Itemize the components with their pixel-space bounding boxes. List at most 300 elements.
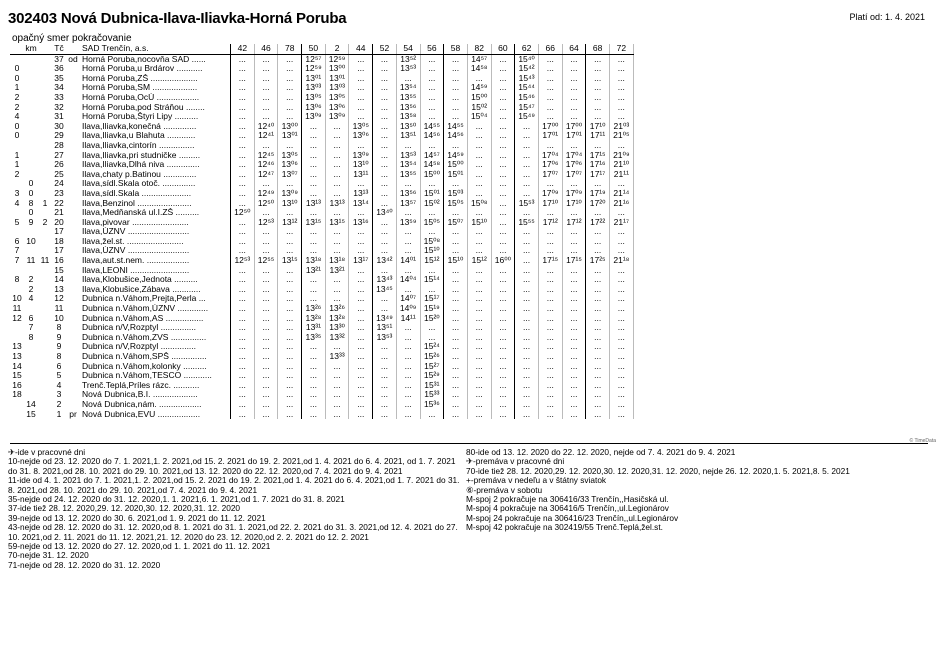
time-cell: 13⁰⁷	[278, 170, 302, 180]
time-cell: ...	[467, 352, 491, 362]
time-cell: ...	[278, 362, 302, 372]
time-cell: ...	[278, 285, 302, 295]
tc-header: Tč	[52, 44, 66, 54]
km-cell: 3	[14, 188, 20, 198]
time-cell: ...	[515, 400, 539, 410]
time-cell: ...	[231, 246, 255, 256]
time-cell: ...	[231, 285, 255, 295]
time-cell: 15⁰²	[420, 199, 444, 209]
train-number-header: 72	[610, 44, 634, 54]
time-cell: ...	[349, 400, 373, 410]
time-cell: ...	[444, 323, 468, 333]
train-number-header: 66	[538, 44, 562, 54]
tc-cell: 33	[54, 92, 64, 102]
time-cell: ...	[373, 294, 397, 304]
time-cell: ...	[538, 93, 562, 103]
time-cell: ...	[444, 246, 468, 256]
time-cell: ...	[349, 141, 373, 151]
time-cell: 15⁰⁰	[420, 170, 444, 180]
time-cell: ...	[373, 304, 397, 314]
time-cell: ...	[491, 381, 515, 391]
km3-cell	[38, 314, 52, 324]
time-cell: ...	[586, 362, 610, 372]
km3-cell	[38, 371, 52, 381]
time-cell: ...	[302, 381, 326, 391]
time-cell: ...	[349, 323, 373, 333]
km3-cell	[38, 266, 52, 276]
time-cell: ...	[444, 275, 468, 285]
time-cell: ...	[586, 342, 610, 352]
time-cell: 13⁰⁰	[325, 64, 349, 74]
od-cell	[66, 208, 80, 218]
time-cell: ...	[278, 323, 302, 333]
time-cell: ...	[349, 381, 373, 391]
time-cell: ...	[349, 314, 373, 324]
time-cell: ...	[467, 275, 491, 285]
stop-name: Horná Poruba,pod Stráňou ........	[80, 103, 231, 113]
time-cell: ...	[254, 227, 278, 237]
time-cell: 14⁵⁷	[420, 151, 444, 161]
time-cell: 15⁵³	[515, 199, 539, 209]
time-cell: 12⁴⁵	[254, 151, 278, 161]
time-cell: ...	[491, 64, 515, 74]
time-cell: ...	[302, 208, 326, 218]
km2-cell	[24, 141, 38, 151]
od-cell	[66, 131, 80, 141]
time-cell: ...	[278, 112, 302, 122]
time-cell: ...	[467, 342, 491, 352]
footnote: 70-ide tiež 28. 12. 2020,29. 12. 2020,30. 12. 2020,31. 12. 2020, nejde 26. 12. 2020,1. 5. 2021,8. 5. 2021	[466, 465, 850, 476]
time-cell: 15³³	[420, 390, 444, 400]
time-cell: ...	[254, 362, 278, 372]
timetable	[10, 44, 634, 419]
time-cell: ...	[515, 141, 539, 151]
time-cell: ...	[231, 381, 255, 391]
time-cell: ...	[515, 362, 539, 372]
time-cell: ...	[349, 266, 373, 276]
time-cell: ...	[420, 333, 444, 343]
km3-cell	[38, 151, 52, 161]
time-cell: 13⁵⁶	[396, 189, 420, 199]
time-cell: ...	[278, 54, 302, 64]
time-cell: 13⁵⁵	[396, 93, 420, 103]
time-cell: 21⁰⁵	[610, 131, 634, 141]
time-cell: 14⁵⁵	[420, 122, 444, 132]
time-cell: ...	[538, 333, 562, 343]
time-cell: ...	[610, 362, 634, 372]
time-cell: ...	[254, 304, 278, 314]
time-cell: 12⁵⁹	[302, 64, 326, 74]
km-cell	[10, 323, 24, 333]
time-cell: ...	[420, 323, 444, 333]
time-cell: ...	[467, 208, 491, 218]
train-number-header: 56	[420, 44, 444, 54]
time-cell: ...	[562, 352, 586, 362]
time-cell: ...	[444, 410, 468, 420]
table-row	[10, 342, 633, 352]
time-cell: ...	[396, 237, 420, 247]
time-cell: 13⁴⁰	[373, 208, 397, 218]
od-cell	[66, 304, 80, 314]
stop-name: Ilava,Benzinol .......................	[80, 199, 231, 209]
tc-cell: 17	[54, 227, 64, 237]
time-cell: 17¹²	[562, 218, 586, 228]
km-cell	[10, 333, 24, 343]
time-cell: ...	[586, 112, 610, 122]
time-cell: 12⁵⁰	[231, 208, 255, 218]
km-header: km	[10, 44, 52, 54]
time-cell: ...	[491, 208, 515, 218]
time-cell: ...	[491, 266, 515, 276]
time-cell: 14⁵⁵	[444, 122, 468, 132]
od-cell	[66, 246, 80, 256]
km-cell: 12	[12, 313, 22, 323]
time-cell: ...	[302, 131, 326, 141]
time-cell: 17¹⁵	[562, 256, 586, 266]
km-cell: 6	[14, 236, 20, 246]
time-cell: ...	[515, 256, 539, 266]
notes-right	[466, 448, 906, 533]
time-cell: ...	[444, 74, 468, 84]
time-cell: 14⁰¹	[396, 256, 420, 266]
time-cell: ...	[610, 246, 634, 256]
footnote: 80-ide od 13. 12. 2020 do 22. 12. 2020, nejde od 7. 4. 2021 do 9. 4. 2021	[466, 447, 736, 457]
table-row	[10, 208, 633, 218]
time-cell: ...	[491, 54, 515, 64]
time-cell: ...	[610, 275, 634, 285]
time-cell: ...	[444, 54, 468, 64]
table-row	[10, 362, 633, 372]
km3-cell	[38, 227, 52, 237]
time-cell: ...	[515, 160, 539, 170]
train-number-header: 68	[586, 44, 610, 54]
tc-cell: 14	[54, 275, 64, 285]
time-cell: ...	[610, 237, 634, 247]
time-cell: ...	[373, 199, 397, 209]
time-cell: ...	[444, 93, 468, 103]
time-cell: ...	[396, 390, 420, 400]
table-row	[10, 179, 633, 189]
od-cell	[66, 275, 80, 285]
time-cell: 12⁴⁹	[254, 189, 278, 199]
time-cell: ...	[538, 208, 562, 218]
od-cell	[66, 64, 80, 74]
time-cell: ...	[610, 179, 634, 189]
tc-cell: 36	[54, 64, 64, 74]
time-cell: ...	[515, 371, 539, 381]
time-cell: ...	[396, 362, 420, 372]
time-cell: ...	[538, 103, 562, 113]
time-cell: ...	[467, 371, 491, 381]
footnote: M-spoj 24 pokračuje na 306416/23 Trenčín,,ul.Legionárov	[466, 512, 679, 523]
time-cell: ...	[278, 371, 302, 381]
time-cell: ...	[254, 141, 278, 151]
time-cell: ...	[231, 352, 255, 362]
stop-name: Ilava,Iliavka,cintorín ...............	[80, 141, 231, 151]
km-cell: 0	[14, 73, 20, 83]
train-number-header: 2	[325, 44, 349, 54]
time-cell: ...	[610, 208, 634, 218]
time-cell: ...	[254, 285, 278, 295]
time-cell: ...	[491, 131, 515, 141]
copyright: © TimeData	[909, 438, 936, 444]
time-cell: ...	[349, 390, 373, 400]
time-cell: ...	[254, 54, 278, 64]
km2-cell	[24, 93, 38, 103]
km-cell: 1	[14, 150, 20, 160]
time-cell: 13²¹	[325, 266, 349, 276]
time-cell: 16⁰⁰	[491, 256, 515, 266]
time-cell: ...	[420, 227, 444, 237]
time-cell: ...	[373, 189, 397, 199]
time-cell: ...	[610, 83, 634, 93]
km2-cell: 2	[28, 284, 34, 294]
time-cell: ...	[515, 342, 539, 352]
time-cell: ...	[373, 390, 397, 400]
time-cell: ...	[349, 246, 373, 256]
time-cell: ...	[610, 74, 634, 84]
time-cell: 13⁵⁶	[396, 103, 420, 113]
time-cell: ...	[491, 323, 515, 333]
stop-name: Dubnica n.Váhom,ÚZNV .............	[80, 304, 231, 314]
time-cell: ...	[562, 227, 586, 237]
time-cell: ...	[302, 237, 326, 247]
time-cell: ...	[538, 112, 562, 122]
time-cell: ...	[467, 390, 491, 400]
km-cell: 7	[14, 256, 20, 266]
time-cell: ...	[444, 179, 468, 189]
km-cell: 4	[14, 198, 20, 208]
km-cell: 5	[14, 217, 20, 227]
time-cell: 17⁰⁴	[538, 151, 562, 161]
time-cell: ...	[420, 141, 444, 151]
stop-name: Nová Dubnica,B.I. ...................	[80, 390, 231, 400]
km-cell	[10, 179, 24, 189]
time-cell: ...	[586, 381, 610, 391]
time-cell: ...	[586, 323, 610, 333]
time-cell: ...	[491, 352, 515, 362]
time-cell: ...	[231, 103, 255, 113]
train-number-header: 44	[349, 44, 373, 54]
od-cell	[66, 371, 80, 381]
time-cell: ...	[562, 400, 586, 410]
table-row	[10, 218, 633, 228]
km3-cell	[38, 189, 52, 199]
train-number-header: 50	[302, 44, 326, 54]
time-cell: ...	[254, 83, 278, 93]
time-cell: ...	[444, 333, 468, 343]
km-cell: 13	[12, 342, 22, 352]
time-cell: 13¹¹	[349, 170, 373, 180]
footnote: 37-ide tiež 28. 12. 2020,29. 12. 2020,30. 12. 2020,31. 12. 2020	[8, 503, 241, 514]
time-cell: 13⁰⁶	[349, 131, 373, 141]
stop-name: Ilava,pivovar ........................	[80, 218, 231, 228]
time-cell: 15⁰⁴	[467, 112, 491, 122]
time-cell: ...	[231, 112, 255, 122]
time-cell: 13³⁰	[325, 323, 349, 333]
table-row	[10, 266, 633, 276]
time-cell: 17⁰⁹	[538, 189, 562, 199]
time-cell: 17⁰⁹	[562, 189, 586, 199]
time-cell: ...	[467, 237, 491, 247]
time-cell: ...	[302, 362, 326, 372]
tc-cell: 8	[56, 352, 62, 361]
time-cell: ...	[231, 342, 255, 352]
time-cell: ...	[278, 64, 302, 74]
tc-cell: 12	[54, 294, 64, 304]
time-cell: 17⁰⁶	[562, 160, 586, 170]
train-number-header: 82	[467, 44, 491, 54]
time-cell: 13⁵¹	[373, 323, 397, 333]
time-cell: 21¹⁸	[610, 256, 634, 266]
time-cell: 12⁴⁰	[254, 122, 278, 132]
time-cell: ...	[396, 246, 420, 256]
time-cell: ...	[610, 54, 634, 64]
od-cell	[66, 112, 80, 122]
stop-name: Ilava,Medňanská ul.I.ZŠ ..........	[80, 208, 231, 218]
time-cell: ...	[254, 103, 278, 113]
km3-cell	[38, 103, 52, 113]
time-cell: ...	[231, 141, 255, 151]
time-cell: ...	[562, 381, 586, 391]
stop-name: Ilava,sídl.Skala otoč. ..............	[80, 179, 231, 189]
time-cell: 12⁵⁹	[325, 54, 349, 64]
time-cell: ...	[278, 390, 302, 400]
time-cell: ...	[586, 83, 610, 93]
km-cell	[10, 285, 24, 295]
time-cell: ...	[538, 74, 562, 84]
time-cell: ...	[373, 400, 397, 410]
tc-cell: 26	[54, 160, 64, 170]
time-cell: ...	[420, 410, 444, 420]
time-cell: ...	[373, 362, 397, 372]
time-cell: ...	[325, 381, 349, 391]
od-cell	[66, 103, 80, 113]
time-cell: ...	[278, 275, 302, 285]
time-cell: ...	[586, 208, 610, 218]
time-cell: ...	[610, 112, 634, 122]
time-cell: ...	[610, 342, 634, 352]
time-cell: ...	[373, 112, 397, 122]
time-cell: ...	[349, 294, 373, 304]
time-cell: ...	[349, 74, 373, 84]
time-cell: ...	[610, 294, 634, 304]
time-cell: ...	[562, 246, 586, 256]
km2-cell: 0	[28, 179, 34, 189]
time-cell: ...	[610, 390, 634, 400]
time-cell: 17²⁵	[586, 256, 610, 266]
time-cell: ...	[515, 237, 539, 247]
time-cell: ...	[231, 122, 255, 132]
time-cell: 17¹⁷	[586, 170, 610, 180]
time-cell: 15⁰⁸	[467, 199, 491, 209]
time-cell: 13⁴⁹	[373, 314, 397, 324]
time-cell: ...	[254, 294, 278, 304]
stop-name: Ilava,Iliavka,Dlhá niva ..............	[80, 160, 231, 170]
time-cell: ...	[231, 131, 255, 141]
time-cell: ...	[396, 371, 420, 381]
time-cell: ...	[538, 304, 562, 314]
km2-cell: 0	[28, 208, 34, 218]
time-cell: ...	[491, 218, 515, 228]
tc-cell: 11	[54, 304, 64, 314]
time-cell: ...	[278, 141, 302, 151]
time-cell: ...	[515, 323, 539, 333]
table-row	[10, 410, 633, 420]
km3-cell	[38, 333, 52, 343]
time-cell: ...	[302, 410, 326, 420]
time-cell: 15⁰²	[467, 103, 491, 113]
table-row	[10, 246, 633, 256]
time-cell: ...	[515, 275, 539, 285]
time-cell: ...	[610, 304, 634, 314]
time-cell: ...	[373, 103, 397, 113]
stop-name: Ilava,ÚZNV ..........................	[80, 246, 231, 256]
footnote: +-premáva v nedeľu a v štátny sviatok	[466, 475, 607, 486]
time-cell: ...	[231, 237, 255, 247]
stop-name: Trenč.Teplá,Príles rázc. ...........	[80, 381, 231, 391]
time-cell: ...	[349, 304, 373, 314]
time-cell: ...	[325, 237, 349, 247]
time-cell: ...	[278, 342, 302, 352]
time-cell: 13⁰¹	[278, 131, 302, 141]
time-cell: 14⁵⁶	[420, 131, 444, 141]
time-cell: ...	[373, 151, 397, 161]
km-cell: 0	[14, 64, 20, 74]
km-cell: 1	[14, 83, 20, 93]
time-cell: ...	[254, 208, 278, 218]
time-cell: ...	[538, 323, 562, 333]
time-cell: ...	[396, 410, 420, 420]
time-cell: ...	[231, 362, 255, 372]
time-cell: ...	[396, 74, 420, 84]
time-cell: ...	[586, 275, 610, 285]
od-cell	[66, 218, 80, 228]
time-cell: ...	[491, 371, 515, 381]
time-cell: 13⁰⁶	[325, 103, 349, 113]
time-cell: 15⁴⁹	[515, 112, 539, 122]
tc-cell: 9	[56, 342, 62, 352]
time-cell: ...	[325, 160, 349, 170]
time-cell: 13⁵⁸	[396, 112, 420, 122]
time-cell: ...	[231, 410, 255, 420]
time-cell: ...	[610, 323, 634, 333]
time-cell: 13⁵⁵	[396, 170, 420, 180]
km2-cell: 15	[26, 409, 36, 419]
time-cell: ...	[538, 362, 562, 372]
time-cell: ...	[610, 285, 634, 295]
time-cell: 13¹⁴	[349, 199, 373, 209]
footnote: M-spoj 4 pokračuje na 306416/5 Trenčín,,ul.Legionárov	[466, 503, 669, 514]
time-cell: 13⁰⁶	[302, 103, 326, 113]
time-cell: ...	[444, 352, 468, 362]
tc-cell: 17	[54, 246, 64, 256]
time-cell: ...	[231, 54, 255, 64]
time-cell: 17¹²	[538, 218, 562, 228]
time-cell: ...	[420, 93, 444, 103]
time-cell: ...	[586, 266, 610, 276]
time-cell: ...	[373, 352, 397, 362]
stop-name: Ilava,Iliavka,pri studničke .........	[80, 151, 231, 161]
time-cell: ...	[396, 285, 420, 295]
footnote: 11-ide od 4. 1. 2021 do 7. 1. 2021,1. 2. 2021,od 15. 2. 2021 do 19. 2. 2021,od 1. 4. 2021 do 6. 4. 2021,od 1. 7. 2021 do 31. 8. 2021,od 28. 10. 2021 do 29. 10. 2021,od 7. 4. 2021 do 9. 4. 2021	[8, 475, 460, 495]
time-cell: 14⁰⁴	[396, 275, 420, 285]
tc-cell: 1	[56, 409, 62, 419]
time-cell: ...	[610, 410, 634, 420]
km3-cell	[38, 93, 52, 103]
stop-name: Ilava,Klobušice,Zábava ............	[80, 285, 231, 295]
time-cell: ...	[254, 93, 278, 103]
